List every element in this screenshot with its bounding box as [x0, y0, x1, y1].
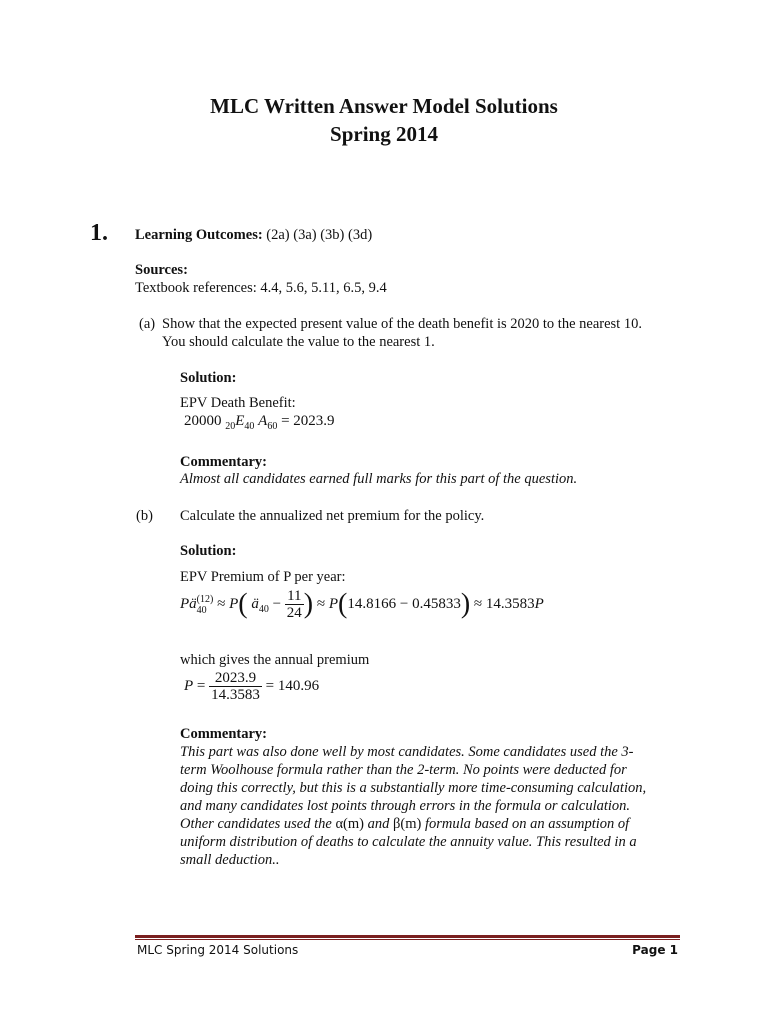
part-b-solution-label: Solution: — [180, 543, 237, 559]
commentary-line5-rest: formula based on an assumption of — [424, 816, 630, 832]
part-a-commentary-text: Almost all candidates earned full marks for this part of the question. — [180, 471, 578, 487]
commentary-line: This part was also done well by most candidates. Some candidates used the 3- — [180, 744, 634, 760]
formula-sub20: 20 — [225, 421, 236, 432]
footer-left: MLC Spring 2014 Solutions — [137, 943, 299, 957]
learning-outcomes-label: Learning Outcomes: — [135, 227, 263, 243]
eq1-P: P — [180, 595, 190, 612]
sources-text: Textbook references: 4.4, 5.6, 5.11, 6.5, 9.4 — [135, 280, 387, 296]
formula-sub40: 40 — [244, 421, 255, 432]
eq2-P: P — [184, 677, 194, 694]
formula-result: = 2023.9 — [281, 413, 335, 429]
eq1-annuity: ä — [189, 595, 197, 612]
eq1-P2: P — [229, 595, 239, 612]
eq1-sub-2: 40 — [258, 603, 269, 615]
learning-outcomes — [135, 227, 372, 244]
formula-coef: 20000 — [184, 413, 222, 429]
part-b-commentary — [180, 743, 680, 869]
eq2-result: = 140.96 — [265, 677, 320, 694]
learning-outcomes-value: (2a) (3a) (3b) (3d) — [266, 227, 373, 243]
eq2-num: 2023.9 — [209, 670, 262, 687]
footer-rule — [135, 935, 680, 938]
commentary-line: doing this correctly, but this is a substantially more time-consuming calculation, — [180, 780, 647, 796]
part-b-solution-line1: EPV Premium of P per year: — [180, 569, 346, 585]
formula-sub60: 60 — [267, 421, 278, 432]
eq1-frac-num: 11 — [285, 588, 304, 605]
eq1-result-P: P — [534, 595, 544, 612]
part-a-text-line1: Show that the expected present value of the death benefit is 2020 to the nearest 10. — [162, 316, 642, 332]
footer-rule-thin — [135, 939, 680, 940]
sources-label: Sources: — [135, 262, 188, 278]
commentary-line: and many candidates lost points through errors in the formula or calculation. — [180, 798, 631, 814]
commentary-and: and — [367, 816, 390, 832]
premium-result-equation — [184, 670, 319, 703]
part-b-label: (b) — [136, 508, 153, 524]
commentary-line5-start: Other candidates used the — [180, 816, 332, 832]
formula-E: E — [235, 413, 245, 429]
eq2-den: 14.3583 — [211, 687, 260, 703]
eq1-annuity-2: ä — [251, 595, 259, 612]
part-a-text-line2: You should calculate the value to the nearest 1. — [162, 334, 435, 350]
part-a-label: (a) — [139, 316, 156, 332]
eq1-approx-1: ≈ — [217, 595, 226, 612]
eq1-frac-den: 24 — [286, 605, 302, 621]
commentary-line — [180, 815, 680, 833]
part-b-commentary-label: Commentary: — [180, 726, 267, 742]
question-number: 1. — [90, 220, 108, 246]
page-title: MLC Written Answer Model Solutions — [210, 94, 558, 118]
eq1-minus: − — [272, 595, 282, 612]
commentary-beta: β(m) — [393, 816, 422, 832]
part-b-text: Calculate the annualized net premium for the policy. — [180, 508, 485, 524]
part-a-commentary-label: Commentary: — [180, 454, 267, 470]
page-number: Page 1 — [632, 943, 678, 957]
eq1-P3: P — [328, 595, 339, 612]
eq2-eq: = — [196, 677, 206, 694]
part-a-solution-line1: EPV Death Benefit: — [180, 395, 296, 411]
eq1-sub: 40 — [196, 604, 207, 616]
premium-text: which gives the annual premium — [180, 652, 370, 668]
part-a-solution-label: Solution: — [180, 370, 237, 386]
commentary-line: term Woolhouse formula rather than the 2-term. No points were deducted for — [180, 762, 627, 778]
commentary-line: small deduction.. — [180, 852, 280, 868]
eq1-result: 14.3583 — [485, 595, 535, 612]
eq1-inner: 14.8166 − 0.45833 — [347, 595, 461, 612]
premium-equation: Pä (12) 40 ≈ P( $ä_{40}$ − $\frac{11}{24}$ ) ≈ P(14.8166 − 0.45833) ≈ 14.3583P — [180, 588, 544, 621]
part-a-formula — [184, 413, 335, 432]
eq1-approx-2: ≈ — [316, 595, 326, 612]
eq1-sup: (12) — [196, 593, 214, 605]
commentary-alpha: α(m) — [335, 816, 364, 832]
formula-A: A — [258, 413, 268, 429]
commentary-line: uniform distribution of deaths to calculate the annuity value. This resulted in a — [180, 834, 637, 850]
eq1-approx-3: ≈ — [473, 595, 483, 612]
page-subtitle: Spring 2014 — [330, 122, 438, 146]
